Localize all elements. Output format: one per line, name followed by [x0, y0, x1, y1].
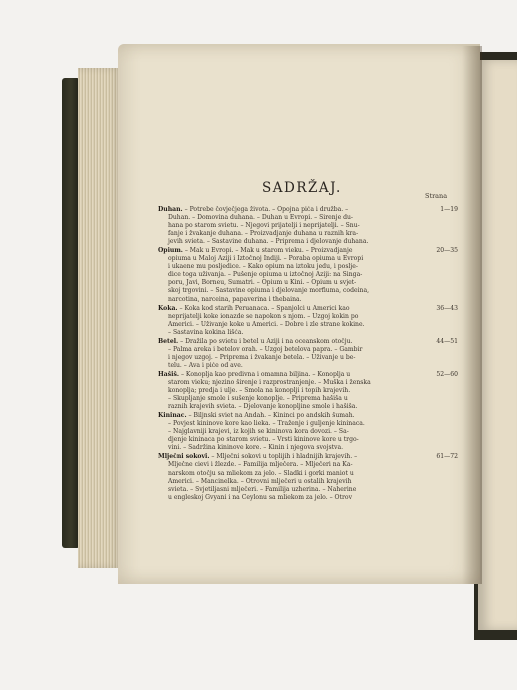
- toc-entry-keyword: Hašiš.: [158, 370, 180, 378]
- toc-entry-line: hana po starom svietu. – Njegovi prijatelji i neprijatelji. – Šnu-: [168, 222, 360, 230]
- book-gutter-shadow: [462, 46, 482, 584]
- toc-entry-line: Duhan. – Domovina duhana. – Duhan u Evropi. – Širenje du-: [168, 214, 353, 222]
- toc-entry-keyword: Betel.: [158, 337, 179, 345]
- toc-entry-line: raznih krajevih svieta. – Djelovanje konopljine smole i hašiša.: [168, 403, 358, 411]
- toc-entry-line: – Najglavniji krajevi, iz kojih se kininova kora dovozi. – Sa-: [168, 428, 349, 436]
- toc-entry-line: fanje i žvakanje duhana. – Proizvadjanje duhana u raznih kra-: [168, 230, 359, 238]
- toc-entry: [158, 453, 458, 501]
- toc-entry-pages: 36—43: [436, 304, 458, 312]
- toc-entry-line: Koka. – Koka kod starih Peruanaca. – Španjolci u Americi kao: [158, 304, 350, 312]
- toc-entry: [158, 412, 458, 452]
- toc-entry-line: – Skupljanje smole i sušenje konoplje. – Priprema hašiša u: [168, 395, 348, 403]
- toc-entry-pages: 52—60: [436, 370, 458, 378]
- page-edges: [78, 68, 122, 568]
- toc-entry-line: i njegov uzgoj. – Priprema i žvakanje betela. – Uživanje u be-: [168, 353, 356, 361]
- toc-entry-line: Betel. – Dražila po svietu i betel u Aziji i na oceanskom otočju.: [158, 337, 353, 345]
- toc-entry-line: Kininac. – Biljnski sviet na Andah. – Kininci po andskih šumah.: [158, 412, 355, 420]
- toc-entry-line: Americi. – Uživanje koke u Americi. – Dobre i zle strane kokine.: [168, 320, 365, 328]
- toc-entry-keyword: Kininac.: [158, 412, 187, 420]
- toc-entry-keyword: Mlječni sokovi.: [158, 453, 210, 461]
- toc-entry-line: skoj trgovini. – Sastavine opiuma i djelovanje morfiuma, codeina,: [168, 287, 370, 295]
- toc-entry-line: telu. – Ava i piće od ave.: [168, 361, 243, 369]
- toc-entry: [158, 338, 458, 370]
- toc-entry-pages: 1—19: [440, 206, 458, 213]
- toc-entry-line: narskom otočju sa mliekom za jelo. – Sladki i gorki maniot u: [168, 469, 354, 477]
- toc-entry-line: neprijatelji koke ionazde se napokon s njom. – Uzgoj kokin po: [168, 312, 359, 320]
- toc-entry: [158, 247, 458, 303]
- toc-entry-line: Hašiš. – Konoplja kao predivna i omamna biljina. – Konoplja u: [158, 370, 351, 378]
- toc-entry-line: i ukaene mu posljedice. – Kako opium na iztoku jedu, i poslje-: [168, 263, 358, 271]
- toc-entry-line: narcotina, narceina, papaverina i thebaina.: [168, 295, 302, 303]
- toc-entry: [158, 371, 458, 411]
- toc-entry-keyword: Opium.: [158, 247, 183, 255]
- toc-entry-keyword: Duhan.: [158, 206, 183, 213]
- table-of-contents: [158, 206, 458, 503]
- toc-entry-line: – Palma areka i betelov orah. – Uzgoj betelova papra. – Gambir: [168, 345, 363, 353]
- toc-entry-pages: 44—51: [436, 337, 458, 345]
- toc-entry-line: Duhan. – Potrebe čovječjega života. – Opojna pića i družba. –: [158, 206, 349, 213]
- toc-entry: [158, 305, 458, 337]
- toc-entry-line: opiuma u Maloj Aziji i Iztočnoj Indiji. – Poraba opiuma u Evropi: [168, 255, 364, 263]
- toc-entry: [158, 206, 458, 246]
- toc-entry-line: u engleskoj Gvyani i na Ceylonu sa mliekom za jelo. – Otrov: [168, 493, 353, 501]
- toc-entry-line: dice toga uživanja. – Pušenje opiuma u iztočnoj Aziji: na Singa-: [168, 271, 363, 279]
- page-column-label: Strana: [425, 192, 448, 200]
- toc-entry-line: Mlječni sokovi. – Mlječni sokovi u toplijih i hladnijih krajevih. –: [158, 453, 358, 461]
- toc-entry-line: poru, Javi, Borneu, Sumatri. – Opium u Kini. – Opium u svjet-: [168, 279, 357, 287]
- toc-entry-line: Americi. – Mancinelka. – Otrovni mlječeri u ostalih krajevih: [168, 477, 352, 485]
- toc-entry-line: vini. – Sadržina kininove kore. – Kinin i njegova svojstva.: [168, 444, 344, 452]
- toc-entry-line: konoplja; predja i ulje. – Smola na konoplji i topih krajevih.: [168, 387, 351, 395]
- toc-entry-line: starom vieku; njezino širenje i razprostranjenje. – Muška i ženska: [168, 378, 371, 386]
- toc-entry-keyword: Koka.: [158, 304, 178, 312]
- toc-entry-pages: 61—72: [436, 453, 458, 461]
- toc-entry-line: Mlječne cievi i žlezde. – Familija mlječera. – Mlječeri na Ka-: [168, 461, 353, 469]
- page-title: SADRŽAJ.: [262, 180, 342, 196]
- toc-entry-line: – Sastavina kokina lišća.: [168, 328, 244, 336]
- toc-entry-pages: 20—35: [436, 247, 458, 255]
- toc-entry-line: djenje kininaca po starom svietu. – Vrsti kininove kore u trgo-: [168, 436, 359, 444]
- toc-entry-line: Opium. – Mak u Evropi. – Mak u starom vieku. – Proizvadjanje: [158, 247, 353, 255]
- toc-entry-line: svieta. – Svjetiljasni mlječeri. – Familija uzherina. – Naherine: [168, 485, 357, 493]
- toc-entry-line: – Povjest kininove kore kao lieka. – Traženje i guljenje kininaca.: [168, 420, 365, 428]
- book-right-page: [478, 60, 517, 630]
- toc-entry-line: jevih svieta. – Sastavine duhana. – Priprema i djelovanje duhana.: [168, 238, 369, 246]
